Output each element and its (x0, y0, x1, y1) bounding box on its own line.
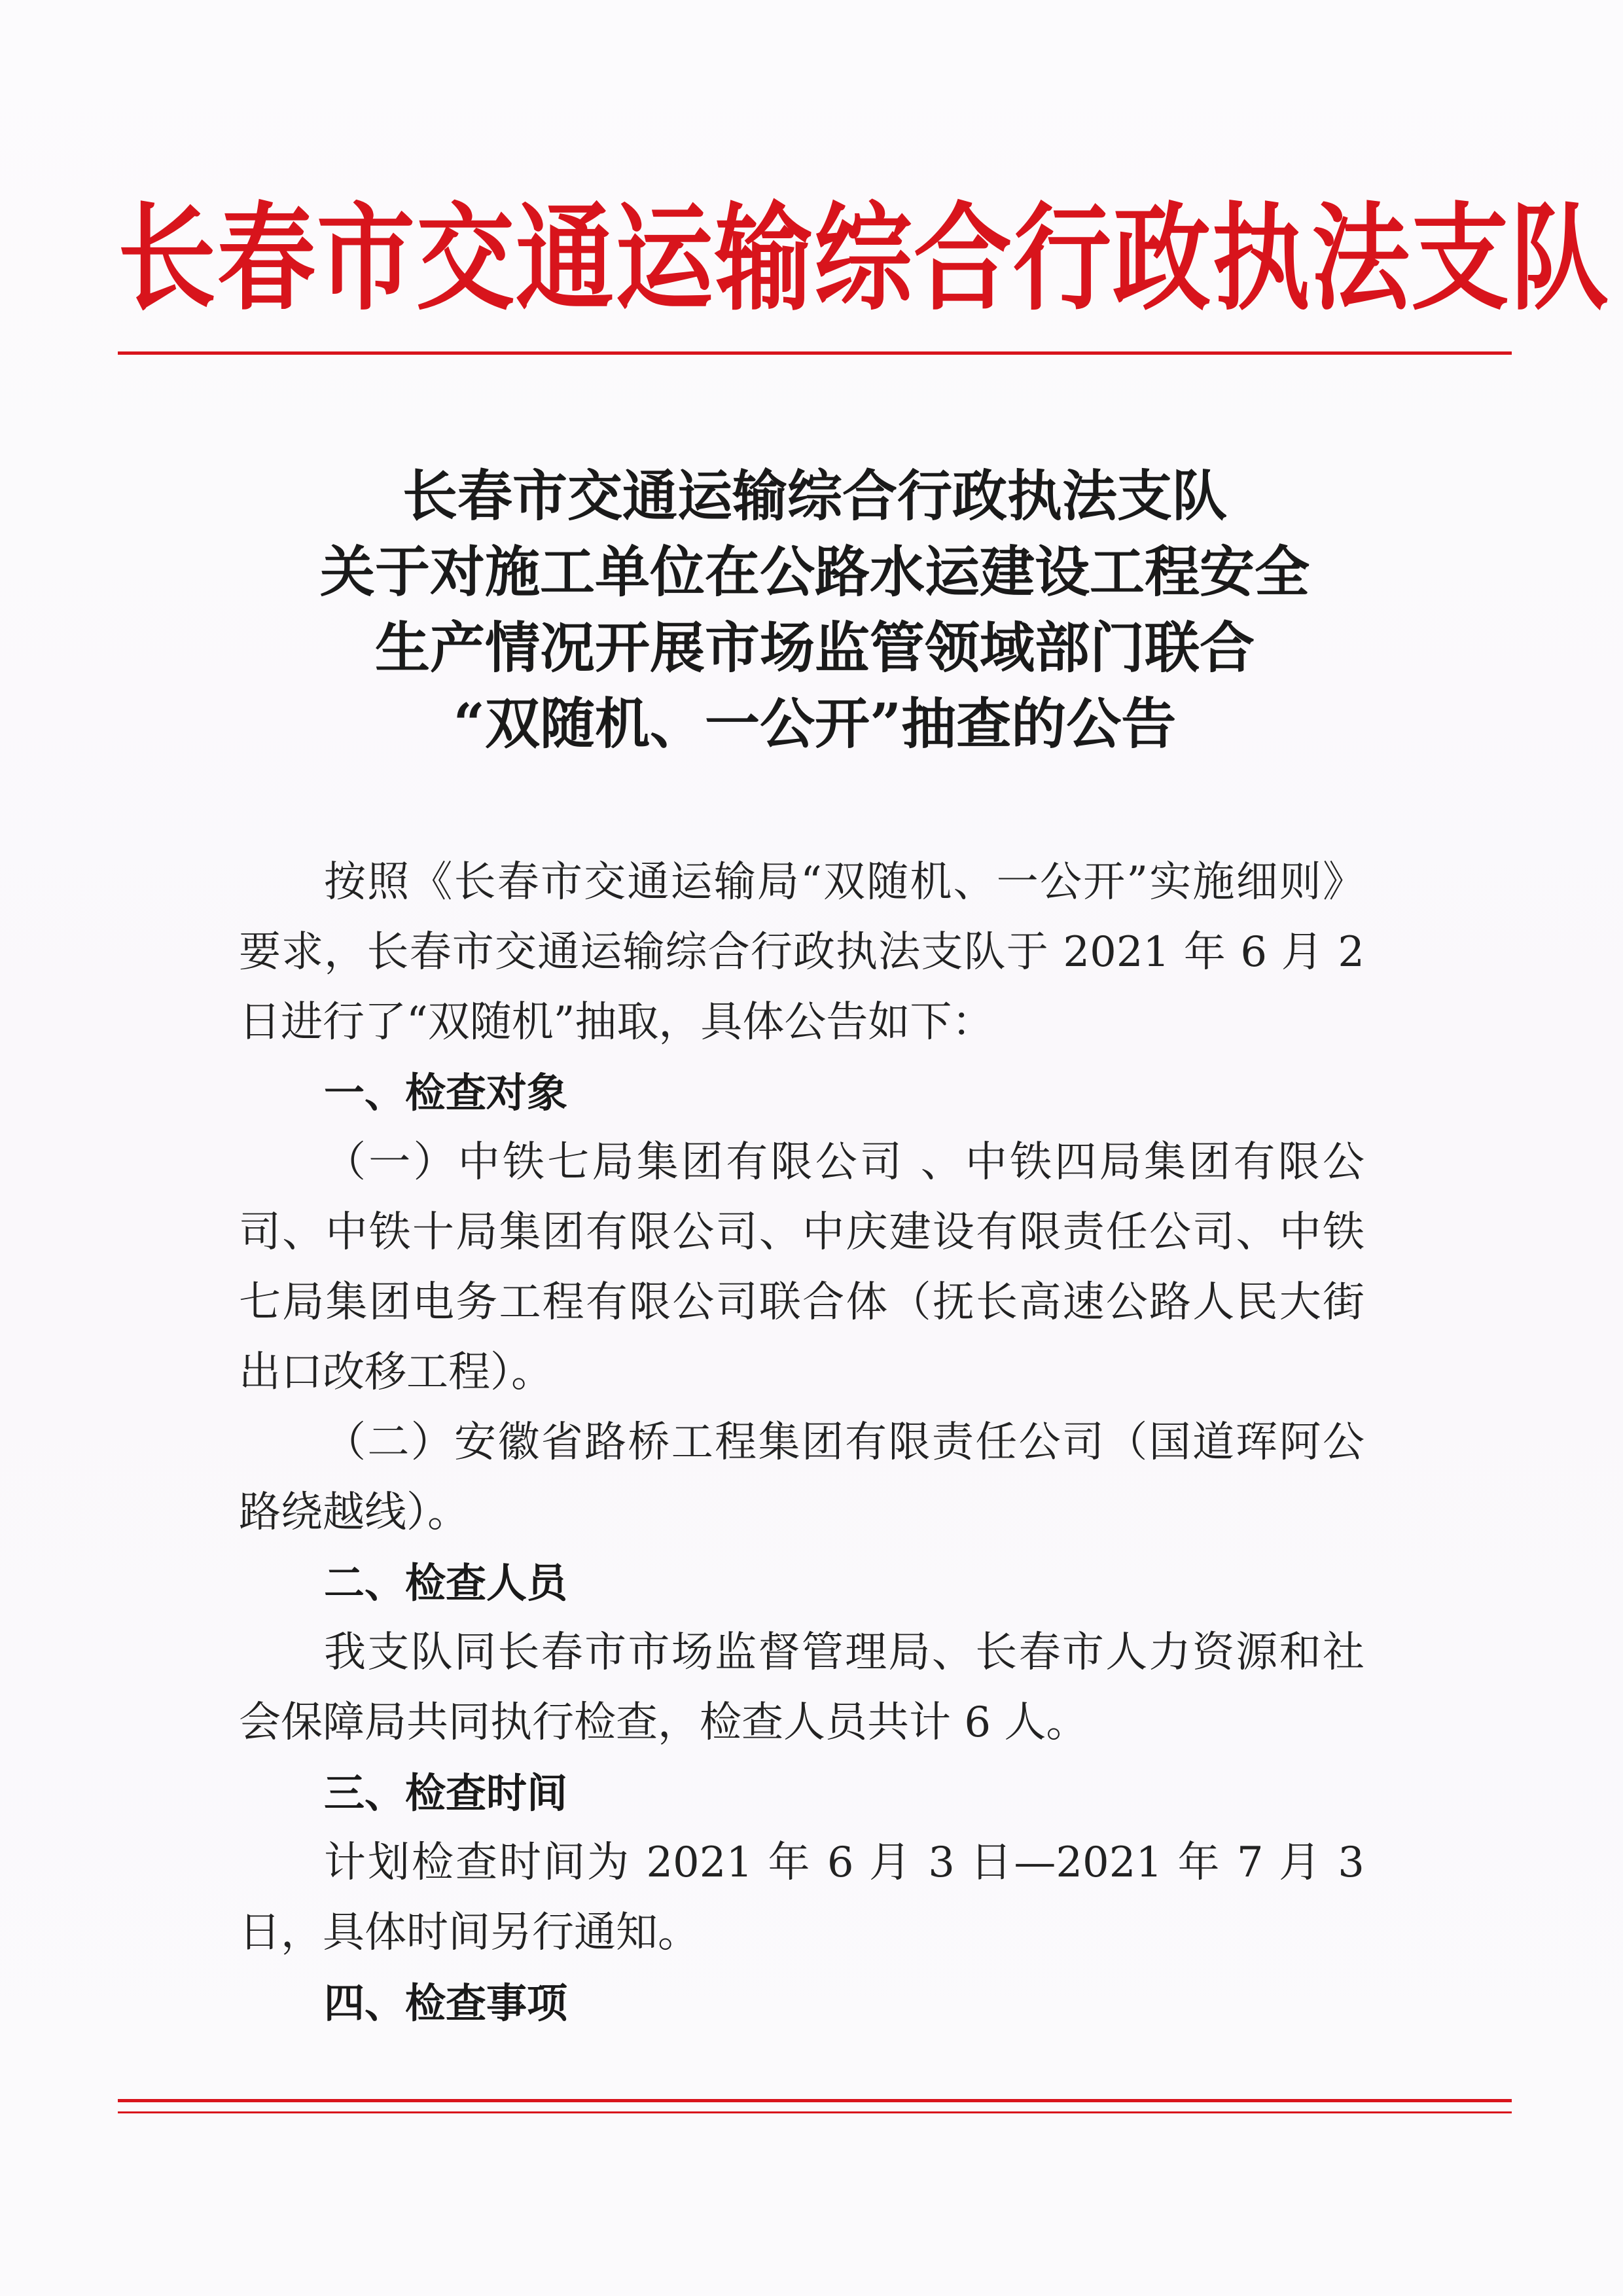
title-line: 生产情况开展市场监管领域部门联合 (374, 615, 1255, 680)
section-heading-inspection-time: 三、检查时间 (324, 1769, 568, 1817)
target-item-1: （一）中铁七局集团有限公司 、中铁四局集团有限公司、中铁十局集团有限公司、中庆建设有限责任公司、中铁七局集团电务工程有限公司联合体（抚长高速公路人民大街出口改移工程）。 (239, 1138, 1364, 1397)
title-line: 长春市交通运输综合行政执法支队 (402, 463, 1227, 528)
section-heading-inspectors: 二、检查人员 (324, 1559, 568, 1607)
section-heading-inspection-targets: 一、检查对象 (324, 1069, 568, 1117)
masthead-title: 长春市交通运输综合行政执法支队 (118, 190, 1611, 327)
document-body (239, 848, 1364, 2038)
title-line: 关于对施工单位在公路水运建设工程安全 (319, 539, 1310, 604)
masthead-red-rule (118, 351, 1512, 355)
intro-paragraph: 按照《长春市交通运输局“双随机、一公开”实施细则》要求，长春市交通运输综合行政执法支队于 2021 年 6 月 2 日进行了“双随机”抽取，具体公告如下： (239, 858, 1364, 1047)
inspection-time-paragraph: 计划检查时间为 2021 年 6 月 3 日—2021 年 7 月 3 日，具体时间另行通知。 (239, 1839, 1364, 1957)
announcement-title (118, 458, 1512, 762)
title-line: “双随机、一公开”抽查的公告 (453, 691, 1177, 756)
footer-red-rule-thin (118, 2111, 1512, 2113)
target-item-2: （二）安徽省路桥工程集团有限责任公司（国道珲阿公路绕越线）。 (239, 1418, 1364, 1537)
section-heading-inspection-items: 四、检查事项 (324, 1979, 568, 2027)
inspectors-paragraph: 我支队同长春市市场监督管理局、长春市人力资源和社会保障局共同执行检查，检查人员共计 6 人。 (239, 1628, 1364, 1747)
footer-red-rule (118, 2099, 1512, 2102)
